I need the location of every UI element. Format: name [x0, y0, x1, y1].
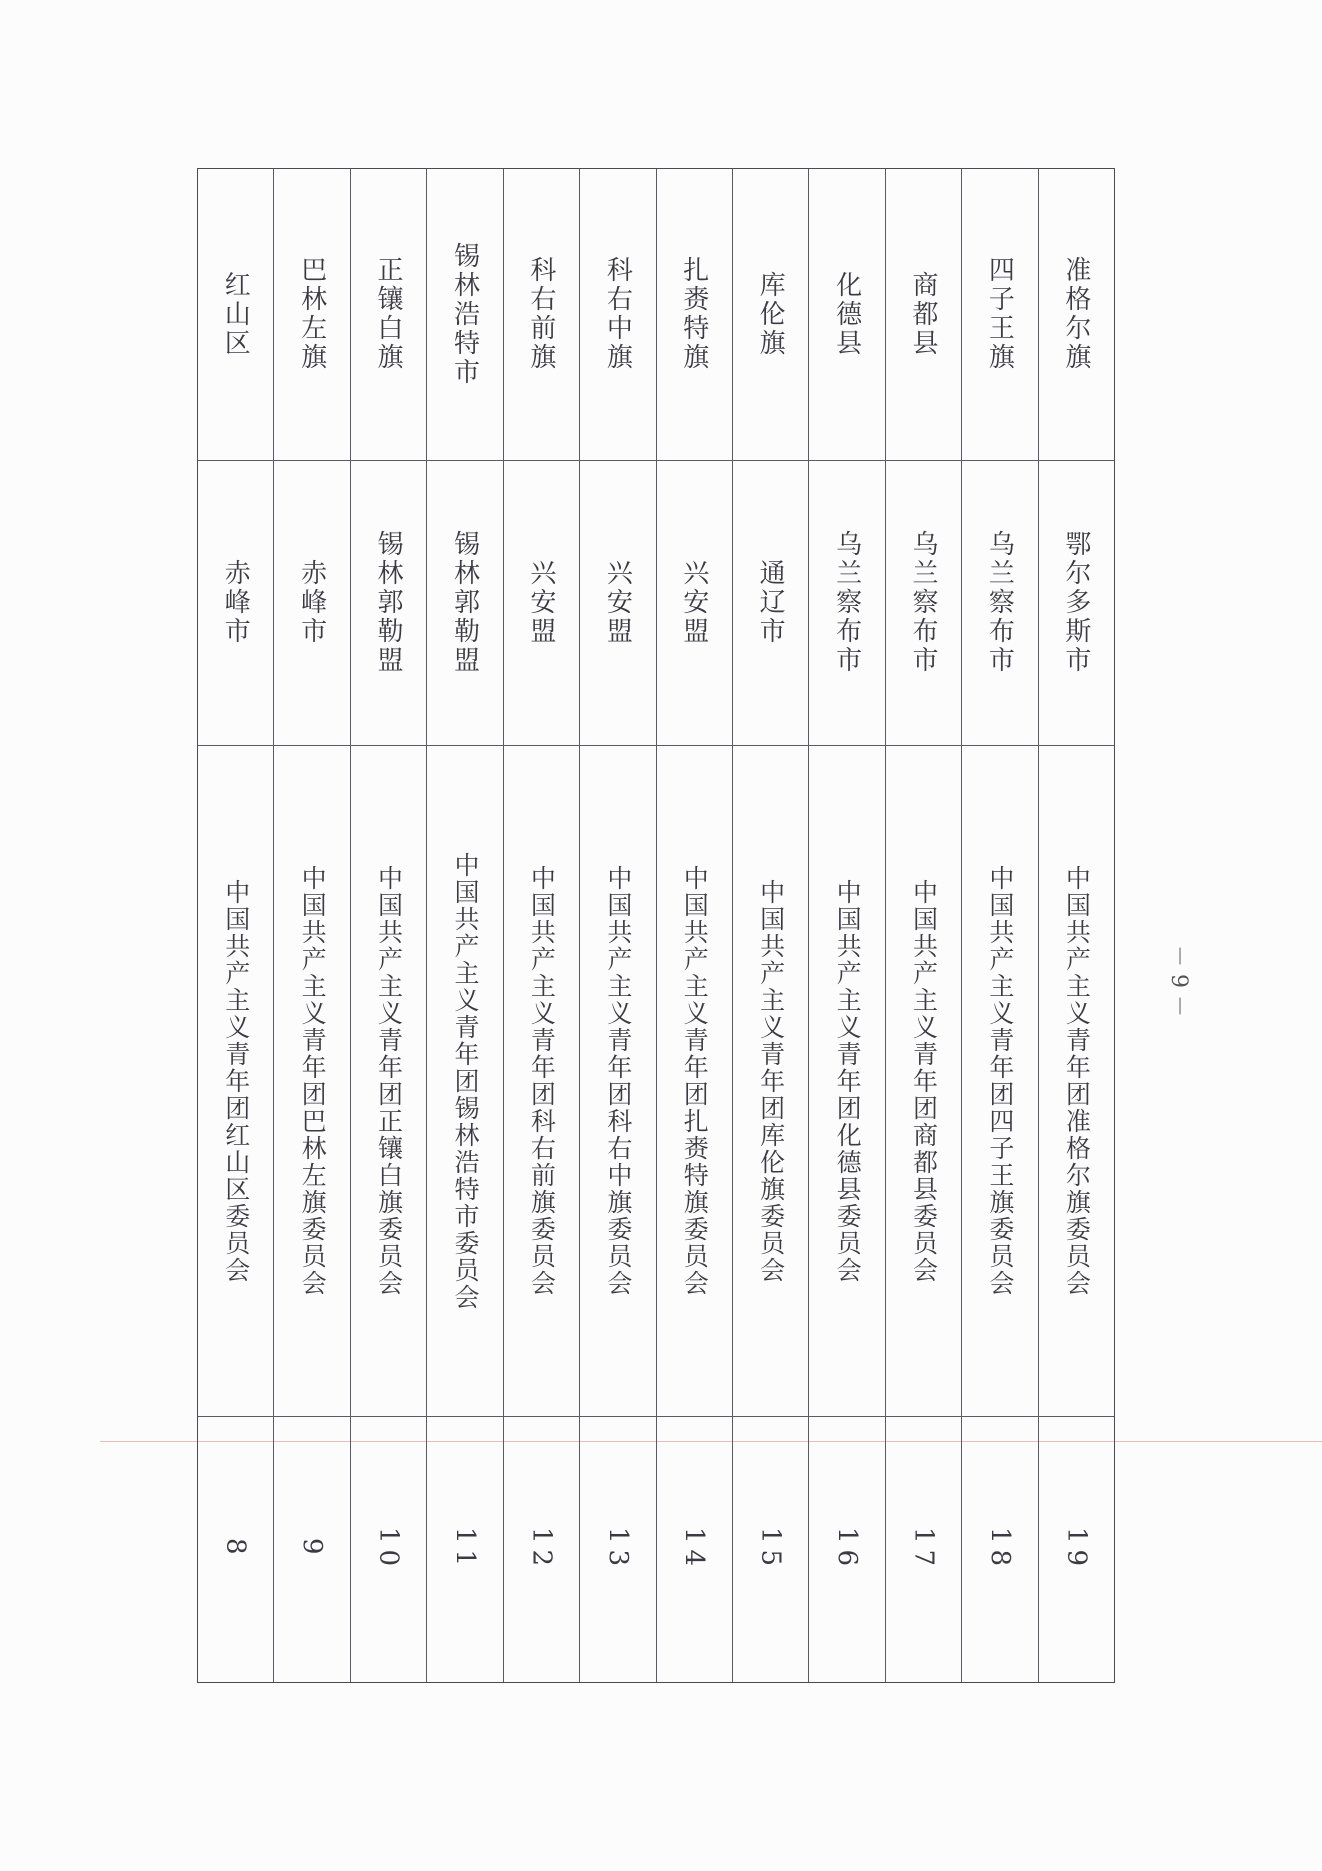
city-text: 兴安盟: [525, 559, 556, 647]
alias-text: 商都县: [908, 270, 938, 358]
row-number: 18: [984, 1527, 1015, 1573]
city-cell: [886, 460, 961, 746]
organization-cell: [886, 745, 961, 1416]
organization-cell: [962, 745, 1037, 1416]
table-row: [1038, 169, 1114, 1682]
city-text: 兴安盟: [678, 559, 709, 647]
organization-text: 中国共产主义青年团准格尔旗委员会: [1062, 865, 1092, 1298]
row-number: 16: [832, 1527, 863, 1573]
alias-text: 锡林浩特市: [449, 241, 480, 387]
alias-cell: [580, 169, 655, 460]
organization-text: 中国共产主义青年团科右前旗委员会: [527, 865, 557, 1298]
row-number: 14: [679, 1527, 710, 1573]
alias-text: 科右前旗: [525, 256, 556, 373]
city-text: 乌兰察布市: [908, 530, 938, 676]
city-text: 鄂尔多斯市: [1060, 530, 1091, 676]
city-cell: [962, 460, 1037, 746]
organization-cell: [580, 745, 655, 1416]
row-number: 17: [908, 1527, 939, 1573]
organization-text: 中国共产主义青年团四子王旗委员会: [985, 865, 1015, 1298]
city-cell: [580, 460, 655, 746]
alias-cell: [886, 169, 961, 460]
alias-text: 巴林左旗: [296, 256, 327, 373]
table-row: [961, 169, 1037, 1682]
organization-text: 中国共产主义青年团化德县委员会: [833, 878, 863, 1284]
number-cell: [886, 1416, 961, 1682]
organization-cell: [809, 745, 884, 1416]
organization-text: 中国共产主义青年团红山区委员会: [221, 878, 251, 1284]
city-cell: [274, 460, 349, 746]
table-row: [885, 169, 961, 1682]
row-number: 9: [297, 1538, 328, 1561]
city-text: 锡林郭勒盟: [449, 530, 480, 676]
alias-cell: [809, 169, 884, 460]
number-cell: [198, 1416, 273, 1682]
city-cell: [504, 460, 579, 746]
alias-cell: [962, 169, 1037, 460]
city-text: 兴安盟: [602, 559, 633, 647]
table-row: [732, 169, 808, 1682]
alias-cell: [733, 169, 808, 460]
alias-cell: [351, 169, 426, 460]
alias-cell: [198, 169, 273, 460]
row-number: 13: [602, 1527, 633, 1573]
row-number: 12: [526, 1527, 557, 1573]
number-cell: [274, 1416, 349, 1682]
alias-text: 扎赉特旗: [678, 256, 709, 373]
alias-cell: [657, 169, 732, 460]
city-text: 赤峰市: [296, 559, 327, 647]
alias-cell: [1039, 169, 1114, 460]
table-row: [808, 169, 884, 1682]
city-text: 赤峰市: [220, 559, 251, 647]
city-cell: [809, 460, 884, 746]
row-number: 11: [449, 1527, 480, 1573]
city-cell: [733, 460, 808, 746]
organization-cell: [657, 745, 732, 1416]
organization-text: 中国共产主义青年团锡林浩特市委员会: [450, 851, 480, 1311]
organization-text: 中国共产主义青年团正镶白旗委员会: [374, 865, 404, 1298]
row-number: 8: [220, 1538, 251, 1561]
alias-text: 库伦旗: [755, 270, 786, 358]
city-cell: [427, 460, 502, 746]
table-row: [579, 169, 655, 1682]
organization-table: [197, 168, 1115, 1683]
organization-cell: [351, 745, 426, 1416]
number-cell: [962, 1416, 1037, 1682]
organization-cell: [274, 745, 349, 1416]
number-cell: [733, 1416, 808, 1682]
organization-text: 中国共产主义青年团巴林左旗委员会: [298, 865, 328, 1298]
organization-cell: [504, 745, 579, 1416]
alias-text: 红山区: [220, 270, 251, 358]
city-cell: [351, 460, 426, 746]
number-cell: [657, 1416, 732, 1682]
city-text: 乌兰察布市: [984, 530, 1015, 676]
alias-text: 四子王旗: [984, 256, 1015, 373]
organization-text: 中国共产主义青年团库伦旗委员会: [756, 878, 786, 1284]
alias-text: 化德县: [831, 270, 862, 358]
alias-cell: [504, 169, 579, 460]
organization-cell: [733, 745, 808, 1416]
table-row: [350, 169, 426, 1682]
alias-text: 科右中旗: [602, 256, 633, 373]
alias-cell: [274, 169, 349, 460]
number-cell: [504, 1416, 579, 1682]
alias-cell: [427, 169, 502, 460]
organization-cell: [198, 745, 273, 1416]
alias-text: 正镶白旗: [373, 256, 404, 373]
table-row: [656, 169, 732, 1682]
table-row: [273, 169, 349, 1682]
number-cell: [1039, 1416, 1114, 1682]
number-cell: [580, 1416, 655, 1682]
alias-text: 准格尔旗: [1060, 256, 1091, 373]
city-text: 通辽市: [755, 559, 786, 647]
city-cell: [1039, 460, 1114, 746]
row-number: 10: [373, 1527, 404, 1573]
organization-cell: [427, 745, 502, 1416]
number-cell: [427, 1416, 502, 1682]
table-row: [503, 169, 579, 1682]
city-text: 乌兰察布市: [831, 530, 862, 676]
city-cell: [198, 460, 273, 746]
organization-text: 中国共产主义青年团科右中旗委员会: [603, 865, 633, 1298]
number-cell: [809, 1416, 884, 1682]
table-row: [198, 169, 273, 1682]
table-row: [426, 169, 502, 1682]
organization-text: 中国共产主义青年团商都县委员会: [909, 878, 939, 1284]
row-number: 15: [755, 1527, 786, 1573]
city-text: 锡林郭勒盟: [373, 530, 404, 676]
page-number: － 9 －: [1166, 945, 1191, 1017]
row-number: 19: [1061, 1527, 1092, 1573]
organization-text: 中国共产主义青年团扎赉特旗委员会: [680, 865, 710, 1298]
number-cell: [351, 1416, 426, 1682]
organization-cell: [1039, 745, 1114, 1416]
city-cell: [657, 460, 732, 746]
